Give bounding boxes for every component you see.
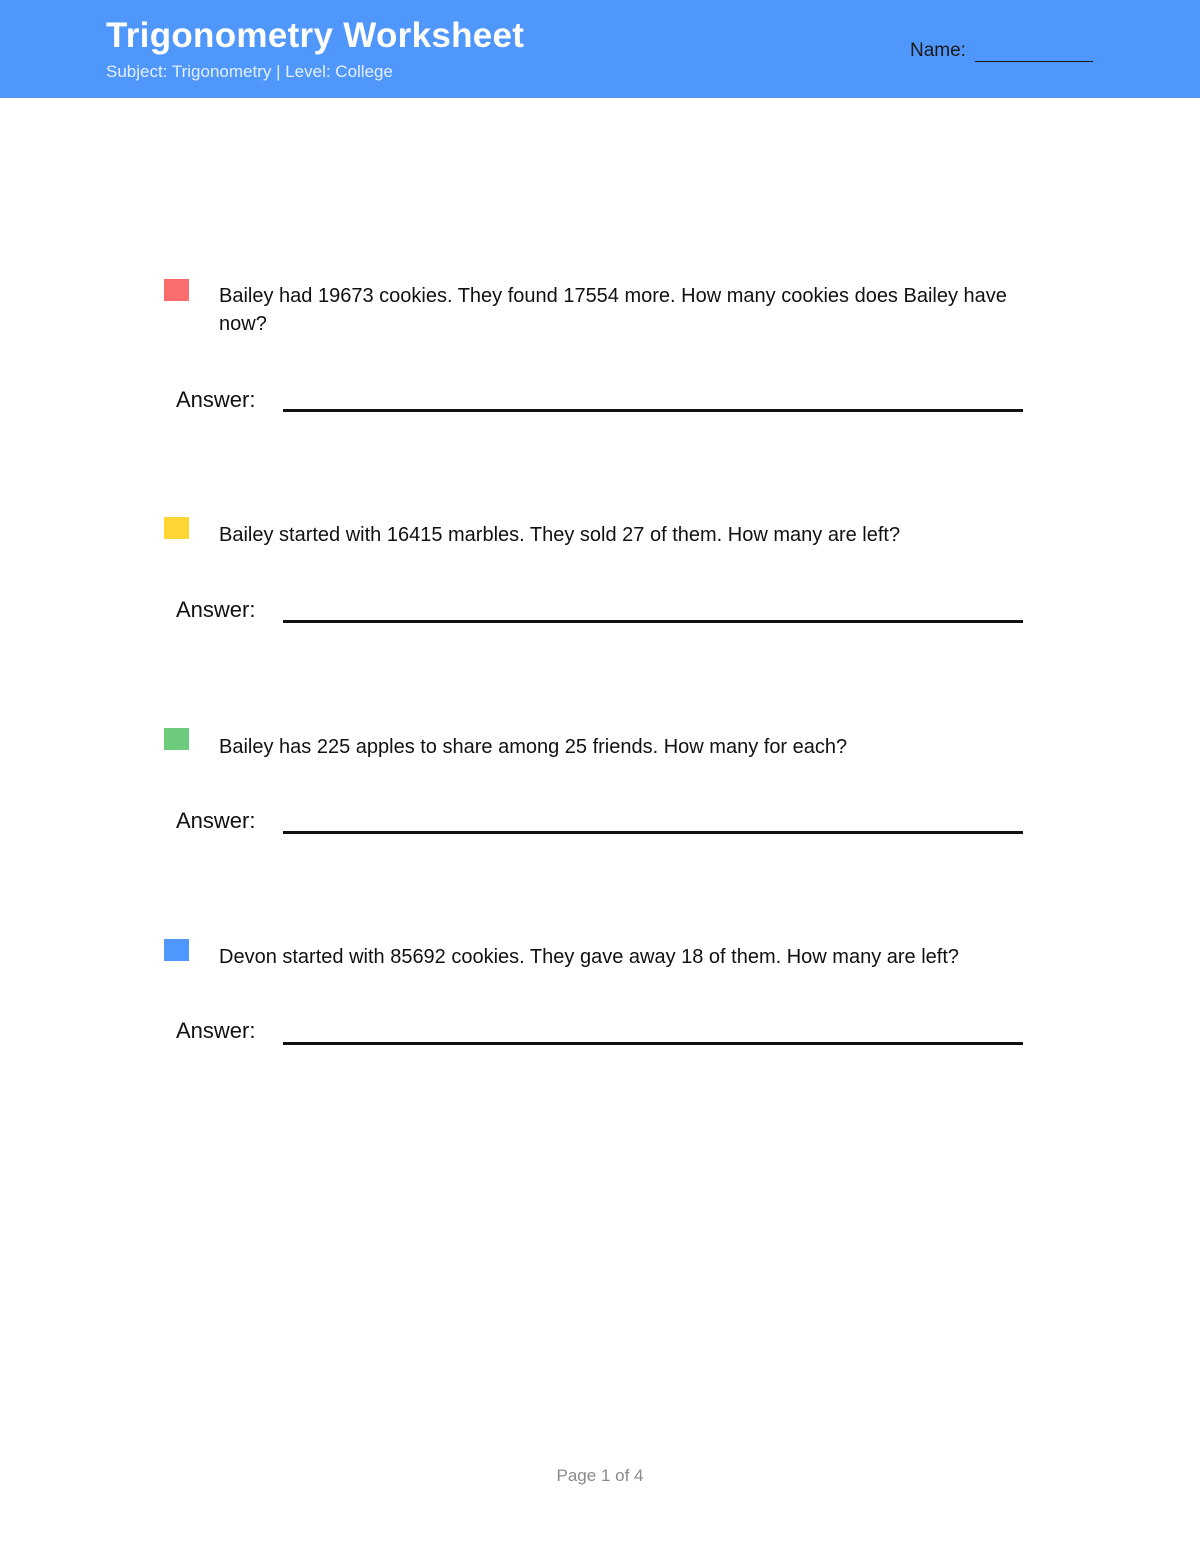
name-blank-line[interactable] [975,61,1093,62]
question-3-answer-line[interactable] [283,831,1023,834]
question-4-answer-label: Answer: [176,1018,256,1043]
question-1-marker [164,279,189,301]
question-1-text: Bailey had 19673 cookies. They found 17554 more. How many cookies does Bailey have now? [219,285,1007,335]
question-3-answer-label: Answer: [176,808,256,833]
page-subtitle: Subject: Trigonometry | Level: College [106,62,393,81]
page-title: Trigonometry Worksheet [106,16,525,55]
question-1-answer-line[interactable] [283,409,1023,412]
question-4-answer-line[interactable] [283,1042,1023,1045]
question-2-marker [164,517,189,539]
page-number: Page 1 of 4 [556,1466,644,1485]
question-4-marker [164,939,189,961]
question-2-text: Bailey started with 16415 marbles. They sold 27 of them. How many are left? [219,524,901,546]
name-label: Name: [910,40,966,61]
question-3-marker [164,728,189,750]
question-2-answer-label: Answer: [176,597,256,622]
question-4-text: Devon started with 85692 cookies. They gave away 18 of them. How many are left? [219,946,960,968]
question-2-answer-line[interactable] [283,620,1023,623]
worksheet-header [0,0,1200,98]
question-1-answer-label: Answer: [176,387,256,412]
question-3-text: Bailey has 225 apples to share among 25 friends. How many for each? [219,736,848,758]
